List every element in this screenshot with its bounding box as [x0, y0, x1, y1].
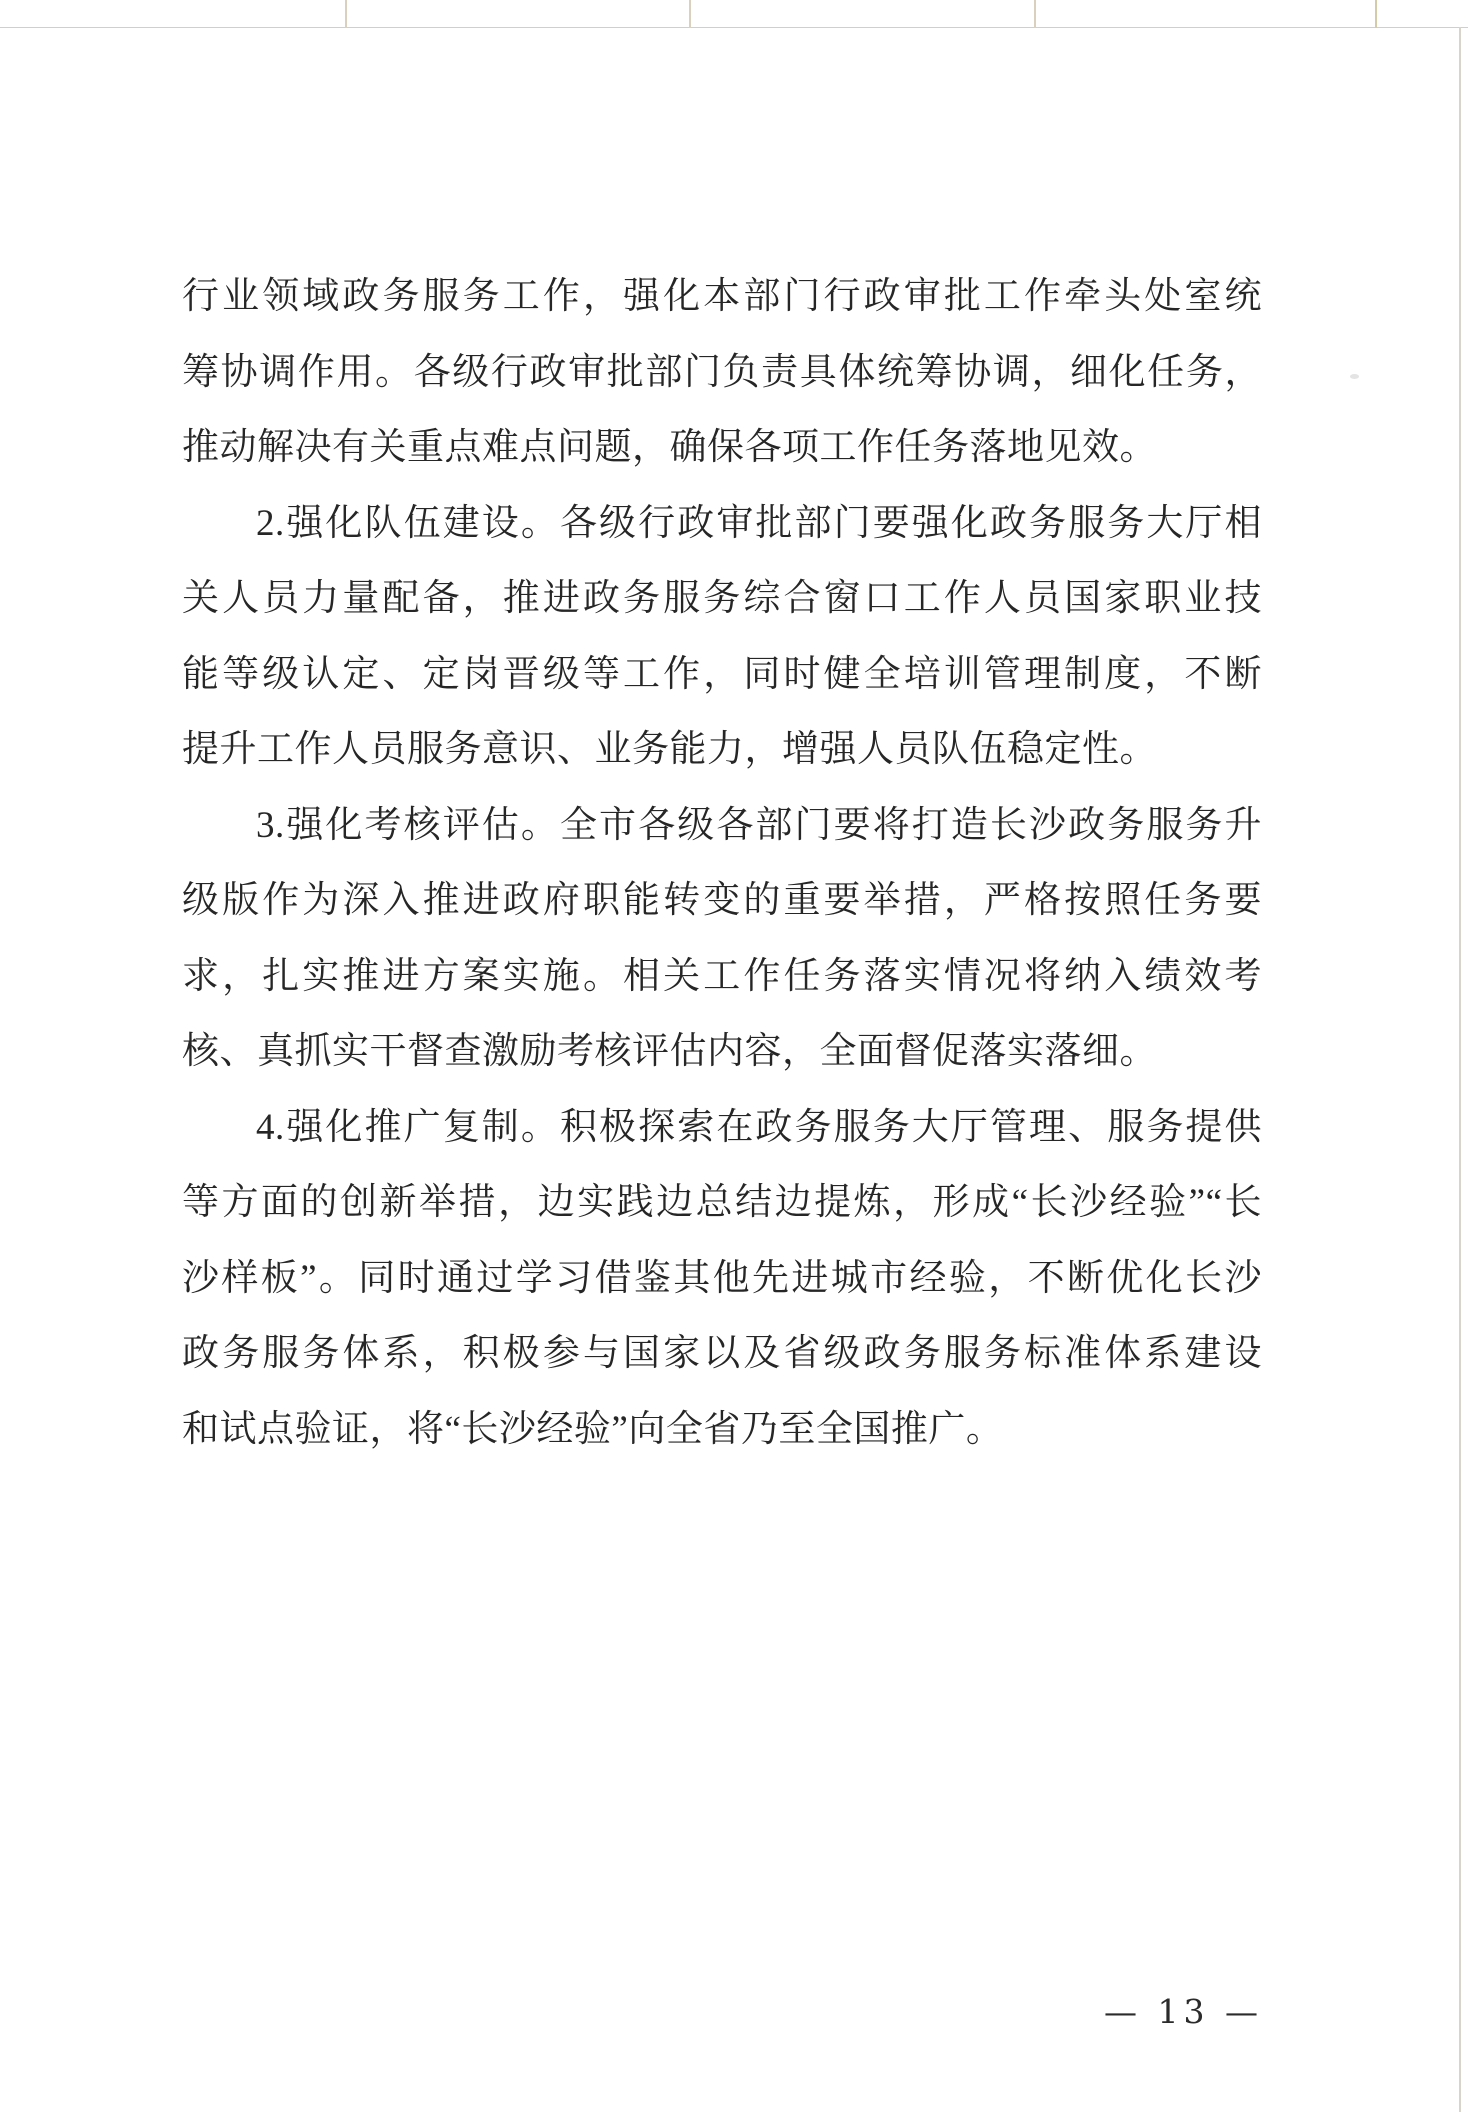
body-line: 推动解决有关重点难点问题，确保各项工作任务落地见效。 — [182, 427, 1157, 468]
body-line: 提升工作人员服务意识、业务能力，增强人员队伍稳定性。 — [182, 729, 1157, 770]
body-line-paragraph-start: 4.强化推广复制。积极探索在政务服务大厅管理、服务提供 — [256, 1106, 1262, 1148]
body-line: 级版作为深入推进政府职能转变的重要举措，严格按照任务要 — [182, 880, 1262, 921]
body-line-paragraph-start: 2.强化队伍建设。各级行政审批部门要强化政务服务大厅相 — [256, 502, 1262, 544]
body-line: 能等级认定、定岗晋级等工作，同时健全培训管理制度，不断 — [182, 653, 1262, 695]
page-number: — 13 — — [1104, 1992, 1263, 2031]
body-line: 关人员力量配备，推进政务服务综合窗口工作人员国家职业技 — [182, 578, 1262, 619]
scan-crease-mark — [1375, 0, 1377, 28]
body-line: 沙样板”。同时通过学习借鉴其他先进城市经验，不断优化长沙 — [182, 1257, 1262, 1299]
body-line: 政务服务体系，积极参与国家以及省级政务服务标准体系建设 — [182, 1333, 1262, 1374]
scan-smudge-mark — [1350, 374, 1359, 379]
scan-crease-mark — [1034, 0, 1036, 28]
scan-crease-mark — [345, 0, 347, 28]
scan-right-edge-line — [1459, 27, 1461, 2112]
scan-top-edge-line — [0, 27, 1468, 28]
body-line: 核、真抓实干督查激励考核评估内容，全面督促落实落细。 — [182, 1031, 1157, 1072]
body-line: 求，扎实推进方案实施。相关工作任务落实情况将纳入绩效考 — [182, 955, 1262, 997]
body-line: 和试点验证，将“长沙经验”向全省乃至全国推广。 — [182, 1408, 1004, 1450]
body-line: 等方面的创新举措，边实践边总结边提炼，形成“长沙经验”“长 — [182, 1182, 1262, 1223]
body-line: 筹协调作用。各级行政审批部门负责具体统筹协调，细化任务， — [182, 351, 1262, 393]
body-line: 行业领域政务服务工作，强化本部门行政审批工作牵头处室统 — [182, 276, 1262, 317]
scan-crease-mark — [689, 0, 691, 28]
body-line-paragraph-start: 3.强化考核评估。全市各级各部门要将打造长沙政务服务升 — [256, 804, 1262, 846]
document-body — [182, 259, 1262, 1467]
